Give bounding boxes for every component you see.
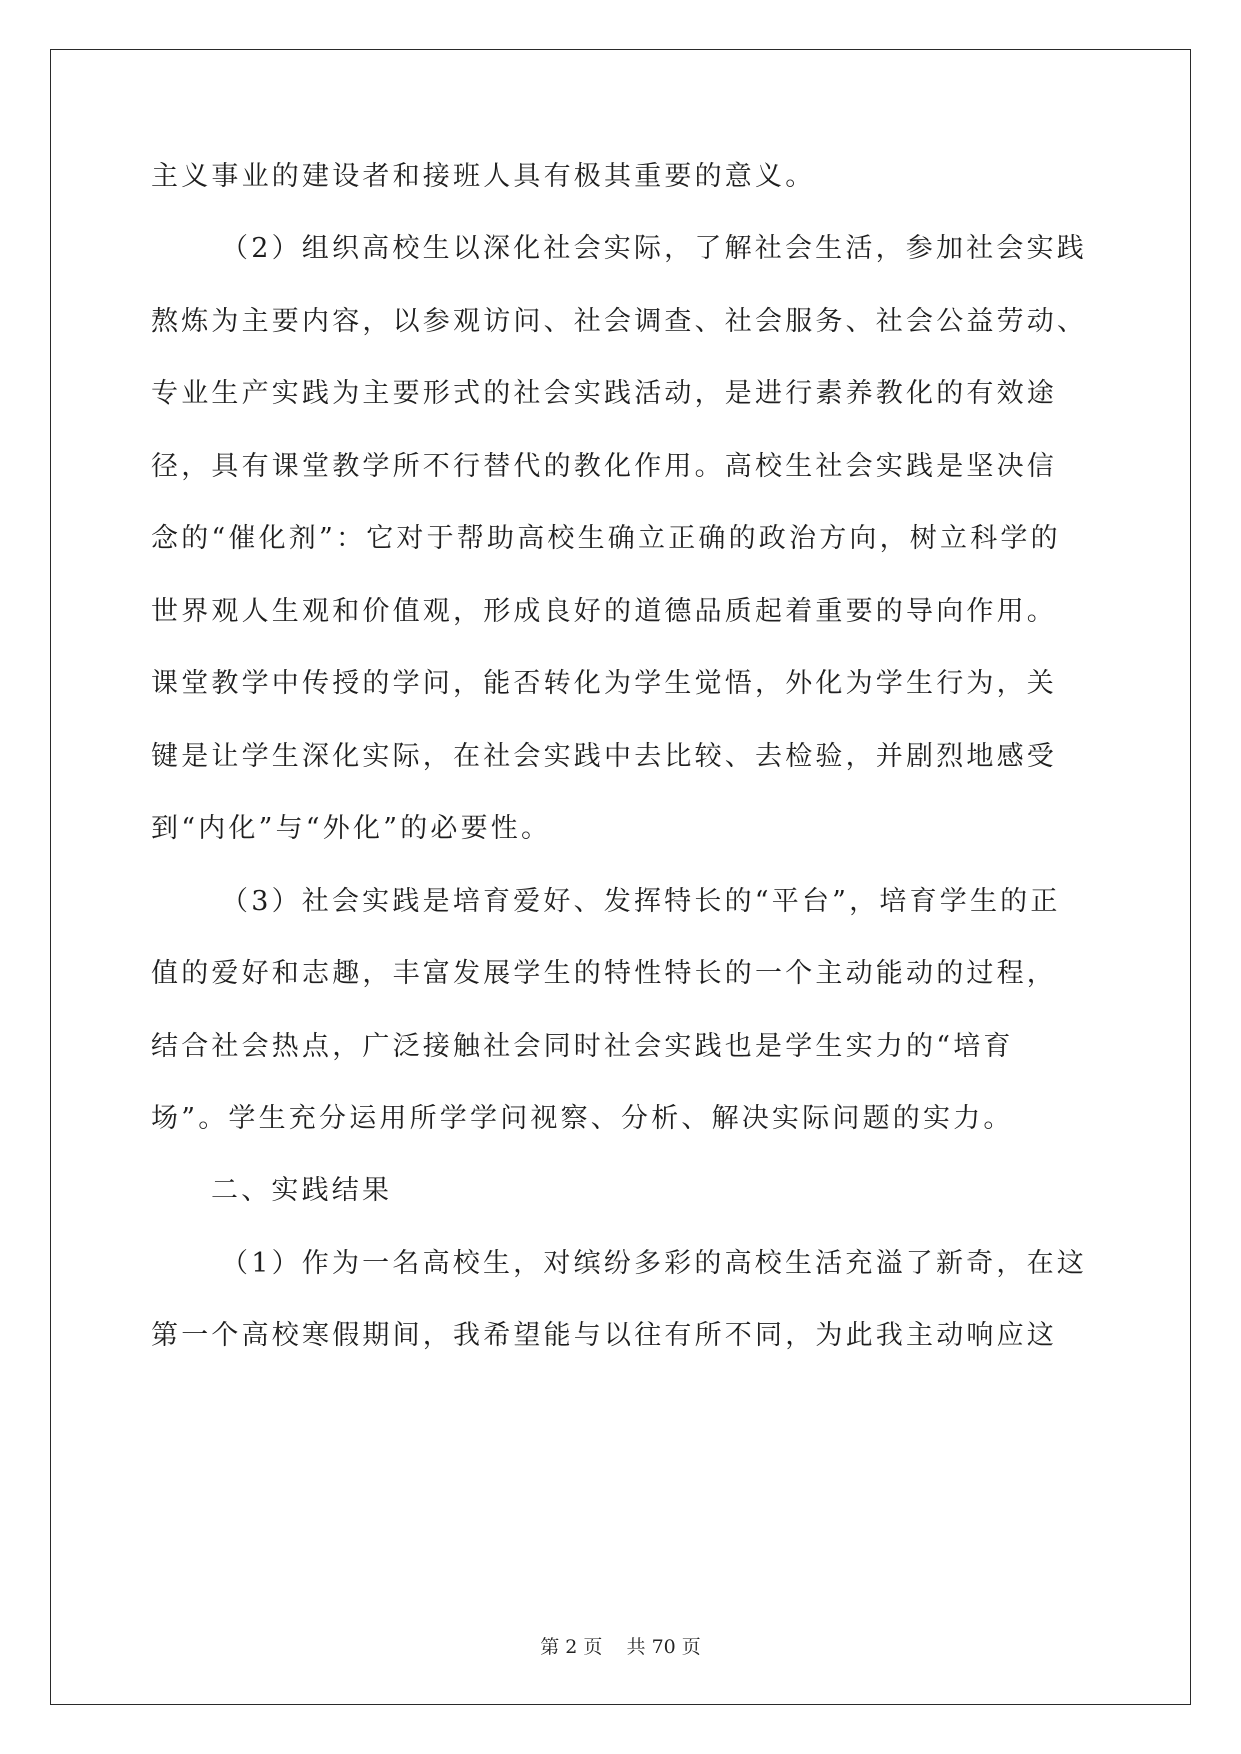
text-line: 场”。学生充分运用所学学问视察、分析、解决实际问题的实力。 bbox=[151, 1103, 1014, 1134]
text-line: 到“内化”与“外化”的必要性。 bbox=[151, 813, 552, 844]
text-line: 结合社会热点，广泛接触社会同时社会实践也是学生实力的“培育 bbox=[151, 1031, 1014, 1062]
text-line: 径，具有课堂教学所不行替代的教化作用。高校生社会实践是坚决信 bbox=[151, 451, 1057, 482]
text-line: 世界观人生观和价值观，形成良好的道德品质起着重要的导向作用。 bbox=[151, 596, 1057, 627]
text-line: （2）组织高校生以深化社会实际，了解社会生活，参加社会实践 bbox=[221, 233, 1087, 264]
text-line: 第一个高校寒假期间，我希望能与以往有所不同，为此我主动响应这 bbox=[151, 1320, 1057, 1351]
text-line: 课堂教学中传授的学问，能否转化为学生觉悟，外化为学生行为，关 bbox=[151, 668, 1057, 699]
text-line: 熬炼为主要内容，以参观访问、社会调查、社会服务、社会公益劳动、 bbox=[151, 306, 1088, 337]
text-line: 专业生产实践为主要形式的社会实践活动，是进行素养教化的有效途 bbox=[151, 378, 1057, 409]
text-line: 键是让学生深化实际，在社会实践中去比较、去检验，并剧烈地感受 bbox=[151, 741, 1057, 772]
text-line: （1）作为一名高校生，对缤纷多彩的高校生活充溢了新奇，在这 bbox=[221, 1248, 1087, 1279]
text-line: 念的“催化剂”：它对于帮助高校生确立正确的政治方向，树立科学的 bbox=[151, 523, 1061, 554]
text-line: 主义事业的建设者和接班人具有极其重要的意义。 bbox=[151, 161, 816, 192]
page-number: 第 2 页 bbox=[540, 1636, 603, 1658]
text-line: （3）社会实践是培育爱好、发挥特长的“平台”，培育学生的正 bbox=[221, 886, 1061, 917]
section-heading: 二、实践结果 bbox=[211, 1175, 393, 1206]
page-border bbox=[50, 49, 1191, 1705]
total-pages: 共 70 页 bbox=[626, 1636, 701, 1658]
page-footer bbox=[0, 1632, 1241, 1659]
text-line: 值的爱好和志趣，丰富发展学生的特性特长的一个主动能动的过程， bbox=[151, 958, 1057, 989]
